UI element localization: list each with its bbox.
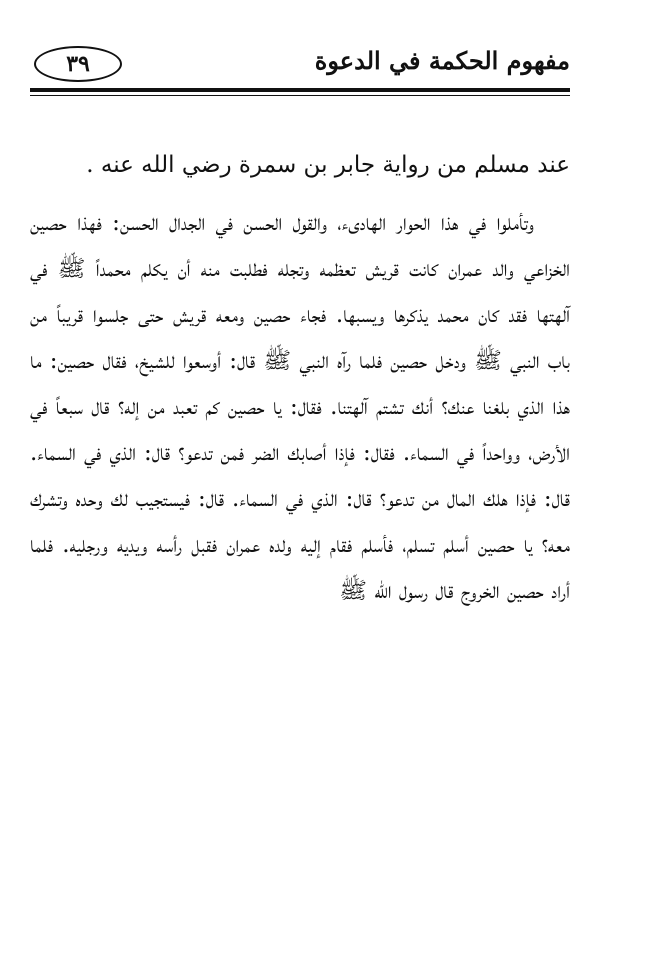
page-header — [30, 40, 570, 92]
header-rule-thin — [30, 95, 570, 96]
page-body — [30, 142, 570, 614]
paragraph: عند مسلم من رواية جابر بن سمرة رضي الله عنه . — [86, 152, 570, 178]
page-number: ٣٩ — [34, 46, 122, 82]
header-rule-thick — [30, 88, 570, 92]
paragraph: وتأملوا في هذا الحوار الهادىء، والقول الحسن في الجدال الحسن: فهذا حصين الخزاعي والد عمران كانت قريش تعظمه وتجله فطلبت منه أن يكلم محمداً ﷺ في آلهتها فقد كان محمد يذكرها ويسبها. فجاء حصين ومعه قريش حتى جلسوا قريباً من باب النبي ﷺ ودخل حصين فلما رآه النبي ﷺ قال: أوسعوا للشيخ، فقال حصين: ما هذا الذي بلغنا عنك؟ أنك تشتم آلهتنا. فقال: يا حصين كم تعبد من إله؟ قال سبعاً في الأرض، وواحداً في السماء. فقال: فإذا أصابك الضر فمن تدعو؟ قال: الذي في السماء. قال: فإذا هلك المال من تدعو؟ قال: الذي في السماء. قال: فيستجيب لك وحده وتشرك معه؟ يا حصين أسلم تسلم، فأسلم فقام إليه ولده عمران فقبل رأسه ويديه ورجليه. فلما أراد حصين الخروج قال رسول الله ﷺ — [30, 210, 570, 604]
running-title: مفهوم الحكمة في الدعوة — [314, 46, 570, 75]
